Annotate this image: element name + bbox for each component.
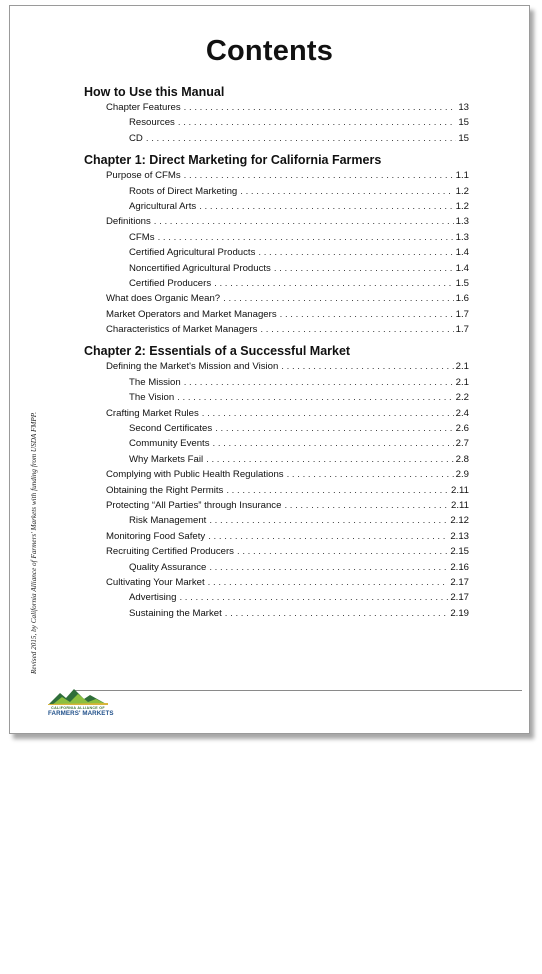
toc-entry-page: 2.2 [455,392,469,404]
logo-text-top: CALIFORNIA ALLIANCE OF [51,706,105,710]
toc-entry-label: Second Certificates [129,423,213,435]
mountains-logo-icon [48,686,108,706]
dot-leader [260,322,453,337]
dot-leader [202,406,454,421]
toc-entry-page: 2.11 [451,499,469,511]
section-heading: Chapter 1: Direct Marketing for California Farmers [84,153,382,168]
toc-entry-page: 2.4 [455,407,469,419]
toc-entry-page: 2.13 [450,530,469,542]
toc-entry-page: 2.15 [450,546,469,558]
toc-entry [84,230,469,245]
toc-entry-label: Crafting Market Rules [106,407,199,419]
toc-entry-page: 15 [458,132,469,144]
toc-entry-label: Community Events [129,438,210,450]
toc-entry-page: 2.7 [455,438,469,450]
toc-entry-page: 1.5 [455,277,469,289]
dot-leader [154,214,454,229]
toc-entry [84,513,469,528]
toc-entry [84,245,469,260]
toc-entry-label: Sustaining the Market [129,607,222,619]
toc-entry [84,100,469,115]
toc-entry [84,261,469,276]
dot-leader [240,184,453,199]
toc-entry-label: Cultivating Your Market [106,576,205,588]
toc-entry-label: What does Organic Mean? [106,293,221,305]
toc-entry-label: Quality Assurance [129,561,207,573]
toc-entry-page: 2.6 [455,423,469,435]
toc-entry-label: Characteristics of Market Managers [106,324,258,336]
toc-entry [84,467,469,482]
toc-entry-page: 1.2 [455,200,469,212]
dot-leader [209,513,448,528]
dot-leader [208,575,449,590]
dot-leader [258,245,453,260]
dot-leader [184,100,457,115]
dot-leader [179,590,448,605]
toc-entry-label: Market Operators and Market Managers [106,308,277,320]
toc-entry-page: 1.1 [455,170,469,182]
toc-entry-label: Chapter Features [106,102,181,113]
toc-entry [84,276,469,291]
section-heading: Chapter 2: Essentials of a Successful Market [84,344,351,359]
toc-entry-label: Monitoring Food Safety [106,530,206,542]
toc-entry-label: Agricultural Arts [129,200,197,212]
toc-entry-page: 2.17 [450,576,469,588]
toc-entry-label: Risk Management [129,515,207,527]
toc-entry-page: 2.11 [451,484,469,496]
toc-entry [84,590,469,605]
dot-leader [209,560,448,575]
toc-entry-page: 2.16 [450,561,469,573]
toc-entry [84,168,469,183]
document-page [9,5,530,734]
toc-entry-label: Complying with Public Health Regulations [106,469,284,481]
dot-leader [223,291,454,306]
toc-entry-label: The Mission [129,376,181,388]
dot-leader [237,544,448,559]
dot-leader [280,307,454,322]
toc-entry-page: 2.19 [450,607,469,619]
toc-entry-label: Resources [129,117,175,129]
toc-entry-label: CD [129,132,143,144]
toc-entry-page: 1.3 [455,216,469,228]
toc-entry [84,131,469,146]
toc-entry [84,421,469,436]
cafm-logo [48,686,114,720]
dot-leader [226,483,449,498]
toc-entry [84,452,469,467]
toc-entry-label: Advertising [129,592,177,604]
toc-entry [84,214,469,229]
dot-leader [215,421,453,436]
toc-entry-label: Purpose of CFMs [106,170,181,182]
toc-entry-label: Certified Producers [129,277,212,289]
toc-entry [84,184,469,199]
toc-entry [84,575,469,590]
page-title: Contents [205,35,334,67]
toc-entry [84,322,469,337]
toc-entry-page: 2.1 [455,376,469,388]
toc-entry-label: Noncertified Agricultural Products [129,262,271,274]
section-heading: How to Use this Manual [84,85,225,99]
toc-entry-page: 2.9 [455,469,469,481]
toc-entry [84,483,469,498]
toc-entry-page: 1.2 [455,185,469,197]
dot-leader [281,359,453,374]
dot-leader [284,498,449,513]
toc-entry-label: Definitions [106,216,151,228]
dot-leader [206,452,454,467]
toc-entry-label: Why Markets Fail [129,453,204,465]
footer-divider [74,690,522,691]
toc-entry-page: 13 [458,102,469,113]
toc-entry-page: 1.6 [455,293,469,305]
toc-entry-page: 1.4 [455,247,469,259]
dot-leader [213,436,454,451]
toc-entry-label: Recruiting Certified Producers [106,546,234,558]
dot-leader [199,199,453,214]
dot-leader [178,115,456,130]
toc-entry-page: 2.1 [455,361,469,373]
dot-leader [287,467,454,482]
toc-entry [84,359,469,374]
toc-entry [84,436,469,451]
toc-entry [84,560,469,575]
logo-text-main: FARMERS' MARKETS [48,710,114,717]
dot-leader [184,375,454,390]
toc-entry-label: Defining the Market's Mission and Vision [106,361,279,373]
table-of-contents [84,84,469,621]
credit-text: Revised 2015, by California Alliance of Farmers' Markets with funding from USDA FMPP. [30,412,38,674]
dot-leader [225,606,449,621]
toc-entry [84,115,469,130]
toc-entry-label: Certified Agricultural Products [129,247,256,259]
toc-entry [84,606,469,621]
toc-entry [84,291,469,306]
toc-entry-label: The Vision [129,392,175,404]
toc-entry-label: Obtaining the Right Permits [106,484,224,496]
toc-entry [84,498,469,513]
toc-entry-label: Roots of Direct Marketing [129,185,238,197]
toc-entry-page: 2.8 [455,453,469,465]
toc-entry-page: 1.4 [455,262,469,274]
toc-entry-page: 2.12 [450,515,469,527]
toc-entry-page: 1.3 [455,231,469,243]
toc-entry-page: 2.17 [450,592,469,604]
toc-entry [84,406,469,421]
toc-entry-label: Protecting “All Parties” through Insurance [106,499,282,511]
dot-leader [184,168,454,183]
toc-entry-page: 15 [458,117,469,129]
toc-entry [84,375,469,390]
toc-entry-label: CFMs [129,231,155,243]
dot-leader [146,131,456,146]
dot-leader [274,261,454,276]
dot-leader [208,529,448,544]
dot-leader [177,390,454,405]
toc-entry [84,199,469,214]
toc-entry-page: 1.7 [455,308,469,320]
toc-entry [84,544,469,559]
toc-entry [84,529,469,544]
toc-entry [84,390,469,405]
toc-entry-page: 1.7 [455,324,469,336]
dot-leader [158,230,454,245]
dot-leader [214,276,454,291]
credit-line [30,412,42,974]
toc-entry [84,307,469,322]
